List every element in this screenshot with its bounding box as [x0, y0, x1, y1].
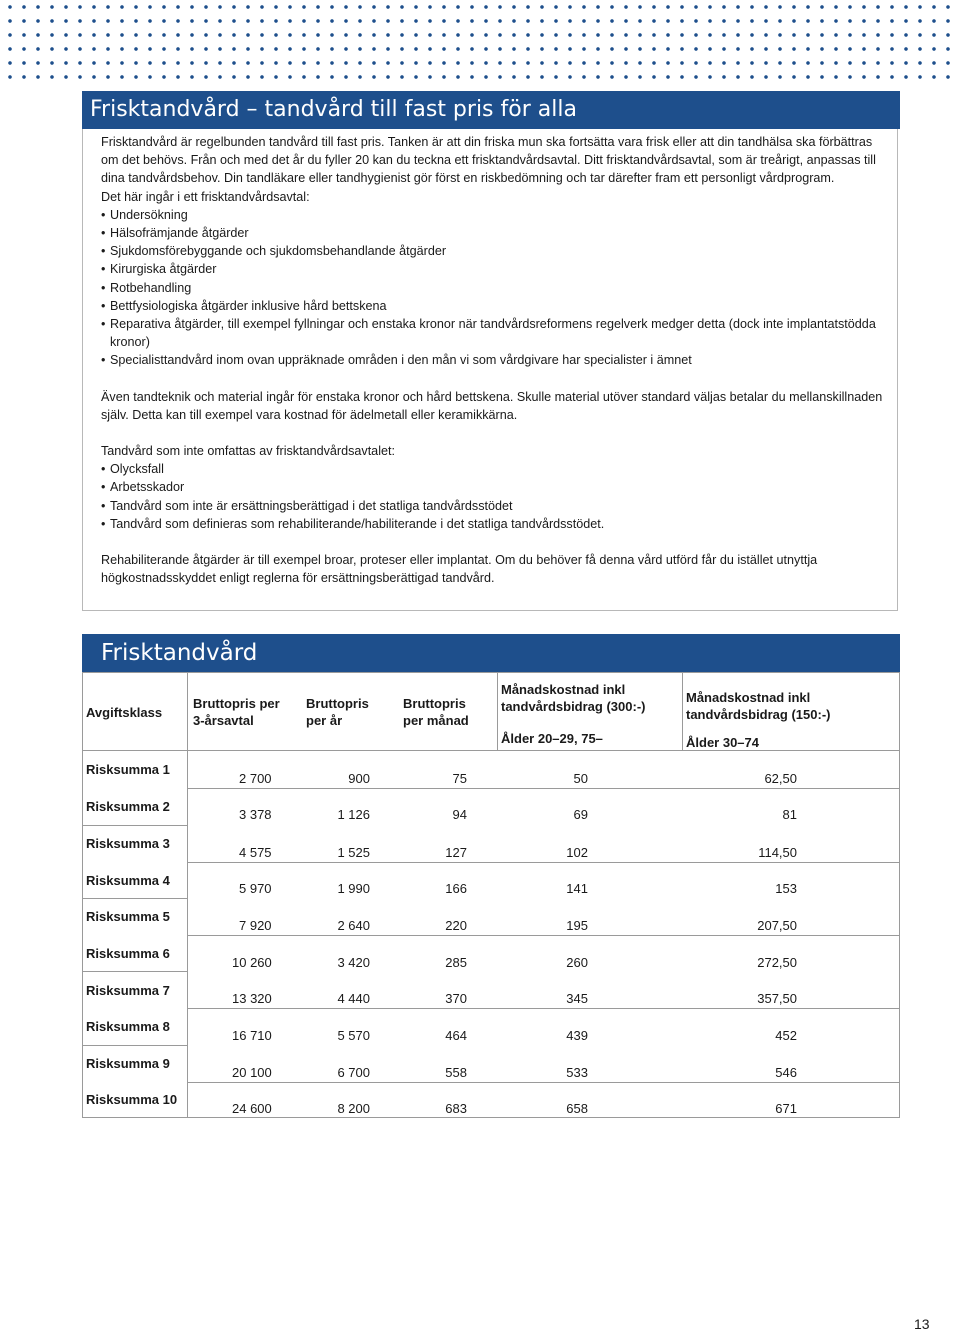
list-item: • Undersökning: [101, 206, 891, 224]
row-label: Risksumma 2: [86, 799, 170, 814]
cell-bruttopris-3ar: 7 920: [239, 918, 272, 933]
list-item: • Tandvård som definieras som rehabiliterande/habiliterande i det statliga tandvårdsstödet.: [101, 515, 891, 533]
table-divider: [82, 971, 187, 972]
table-divider: [187, 1082, 900, 1083]
cell-manad-150: 153: [775, 881, 797, 896]
cell-bruttopris-manad: 220: [445, 918, 467, 933]
cell-bruttopris-3ar: 13 320: [232, 991, 272, 1006]
list-item: • Sjukdomsförebyggande och sjukdomsbehandlande åtgärder: [101, 242, 891, 260]
cell-bruttopris-3ar: 2 700: [239, 771, 272, 786]
cell-bruttopris-3ar: 3 378: [239, 807, 272, 822]
cell-bruttopris-3ar: 10 260: [232, 955, 272, 970]
table-title: Frisktandvård: [101, 640, 258, 666]
row-label: Risksumma 3: [86, 836, 170, 851]
list-item: • Reparativa åtgärder, till exempel fyllningar och enstaka kronor när tandvårdsreformens regelverk medger detta (dock inte implantatstödda kronor): [101, 315, 891, 351]
header-alder-30-74: Ålder 30–74: [686, 735, 759, 750]
table-divider: [187, 1008, 900, 1009]
table-divider: [82, 1045, 187, 1046]
list-item: • Hälsofrämjande åtgärder: [101, 224, 891, 242]
cell-bruttopris-manad: 127: [445, 845, 467, 860]
row-label: Risksumma 7: [86, 983, 170, 998]
header-bruttopris-manad: Bruttopris per månad: [403, 696, 469, 728]
material-paragraph: Även tandteknik och material ingår för enstaka kronor och hård bettskena. Skulle material utöver standard väljas betalar du mellanskillnaden själv. Detta kan till exempel vara kostnad för ädelmetall eller keramikkärna.: [101, 389, 883, 422]
cell-bruttopris-3ar: 16 710: [232, 1028, 272, 1043]
section-title-banner: [82, 91, 900, 129]
table-divider: [187, 672, 188, 1118]
row-label: Risksumma 10: [86, 1092, 178, 1107]
cell-manad-300: 141: [566, 881, 588, 896]
row-label: Risksumma 5: [86, 909, 170, 924]
list-item: • Olycksfall: [101, 460, 891, 478]
cell-bruttopris-ar: 2 640: [337, 918, 370, 933]
cell-bruttopris-manad: 558: [445, 1065, 467, 1080]
cell-bruttopris-3ar: 4 575: [239, 845, 272, 860]
cell-bruttopris-ar: 1 990: [337, 881, 370, 896]
table-title-banner: [82, 634, 900, 672]
header-alder-20-29: Ålder 20–29, 75–: [501, 731, 603, 746]
row-label: Risksumma 4: [86, 873, 170, 888]
cell-bruttopris-ar: 1 525: [337, 845, 370, 860]
excludes-heading: Tandvård som inte omfattas av frisktandvårdsavtalet:: [101, 444, 395, 459]
cell-manad-150: 114,50: [758, 845, 797, 860]
cell-bruttopris-manad: 166: [445, 881, 467, 896]
cell-bruttopris-ar: 4 440: [337, 991, 370, 1006]
row-label: Risksumma 8: [86, 1019, 170, 1034]
cell-bruttopris-3ar: 20 100: [232, 1065, 272, 1080]
cell-manad-300: 69: [573, 807, 588, 822]
intro-paragraph: Frisktandvård är regelbunden tandvård till fast pris. Tanken är att din friska mun ska fortsätta vara frisk eller att din tandhälsa ska förbättras om det behövs. Från och med det år du fyller 20 kan du teckna ett frisktandvårdsavtal. Ditt frisktandvårdsavtal, som är treårigt, anpassas till dina tandvårdsbehov. Din tandläkare eller tandhygienist gör först en riskbedömning och tar därefter fram ett personligt vårdprogram.: [101, 135, 876, 186]
cell-manad-300: 50: [573, 771, 588, 786]
table-divider: [82, 825, 187, 826]
row-label: Risksumma 1: [86, 762, 170, 777]
table-divider: [497, 672, 498, 750]
cell-bruttopris-ar: 1 126: [337, 807, 370, 822]
page-number: 13: [914, 1316, 930, 1332]
includes-list: [101, 206, 891, 370]
table-divider: [187, 788, 900, 789]
cell-manad-300: 102: [566, 845, 588, 860]
list-item: • Tandvård som inte är ersättningsberättigad i det statliga tandvårdsstödet: [101, 497, 891, 515]
list-item: • Kirurgiska åtgärder: [101, 260, 891, 278]
cell-bruttopris-manad: 94: [452, 807, 467, 822]
cell-manad-150: 546: [775, 1065, 797, 1080]
cell-manad-150: 671: [775, 1101, 797, 1116]
cell-manad-150: 357,50: [757, 991, 797, 1006]
cell-manad-300: 345: [566, 991, 588, 1006]
table-divider: [187, 935, 900, 936]
cell-manad-150: 207,50: [757, 918, 797, 933]
cell-manad-150: 81: [782, 807, 797, 822]
rehab-paragraph: Rehabiliterande åtgärder är till exempel broar, proteser eller implantat. Om du behöver få denna vård utförd får du istället utnyttja högkostnadsskyddet enligt reglerna för ersättningsberättigad tandvård.: [101, 553, 818, 586]
info-body: [101, 133, 891, 587]
cell-bruttopris-ar: 6 700: [337, 1065, 370, 1080]
header-avgiftsklass: Avgiftsklass: [86, 705, 163, 720]
cell-bruttopris-ar: 3 420: [337, 955, 370, 970]
cell-manad-300: 533: [566, 1065, 588, 1080]
cell-bruttopris-3ar: 24 600: [232, 1101, 272, 1116]
table-divider: [82, 750, 900, 751]
cell-bruttopris-manad: 683: [445, 1101, 467, 1116]
excludes-list: [101, 460, 891, 533]
header-manad-150: Månadskostnad inkl tandvårdsbidrag (150:-): [686, 690, 831, 722]
row-label: Risksumma 9: [86, 1056, 170, 1071]
cell-bruttopris-ar: 8 200: [337, 1101, 370, 1116]
cell-bruttopris-ar: 5 570: [337, 1028, 370, 1043]
cell-manad-300: 439: [566, 1028, 588, 1043]
cell-bruttopris-ar: 900: [348, 771, 370, 786]
header-bruttopris-3ar: Bruttopris per 3-årsavtal: [193, 696, 280, 728]
list-item: • Arbetsskador: [101, 478, 891, 496]
row-label: Risksumma 6: [86, 946, 170, 961]
cell-manad-150: 62,50: [764, 771, 797, 786]
includes-heading: Det här ingår i ett frisktandvårdsavtal:: [101, 189, 310, 204]
cell-bruttopris-manad: 285: [445, 955, 467, 970]
section-title: Frisktandvård – tandvård till fast pris för alla: [90, 97, 577, 122]
cell-bruttopris-manad: 370: [445, 991, 467, 1006]
cell-bruttopris-3ar: 5 970: [239, 881, 272, 896]
cell-bruttopris-manad: 75: [452, 771, 467, 786]
cell-manad-150: 452: [775, 1028, 797, 1043]
table-divider: [82, 898, 187, 899]
cell-manad-300: 195: [566, 918, 588, 933]
cell-manad-150: 272,50: [757, 955, 797, 970]
header-bruttopris-ar: Bruttopris per år: [306, 696, 369, 728]
header-manad-300: Månadskostnad inkl tandvårdsbidrag (300:-): [501, 682, 646, 714]
list-item: • Rotbehandling: [101, 279, 891, 297]
cell-manad-300: 260: [566, 955, 588, 970]
list-item: • Bettfysiologiska åtgärder inklusive hård bettskena: [101, 297, 891, 315]
dotted-pattern-header: [0, 0, 960, 80]
cell-bruttopris-manad: 464: [445, 1028, 467, 1043]
cell-manad-300: 658: [566, 1101, 588, 1116]
list-item: • Specialisttandvård inom ovan uppräknade områden i den mån vi som vårdgivare har specialister i ämnet: [101, 351, 891, 369]
table-divider: [187, 862, 900, 863]
table-divider: [682, 672, 683, 750]
